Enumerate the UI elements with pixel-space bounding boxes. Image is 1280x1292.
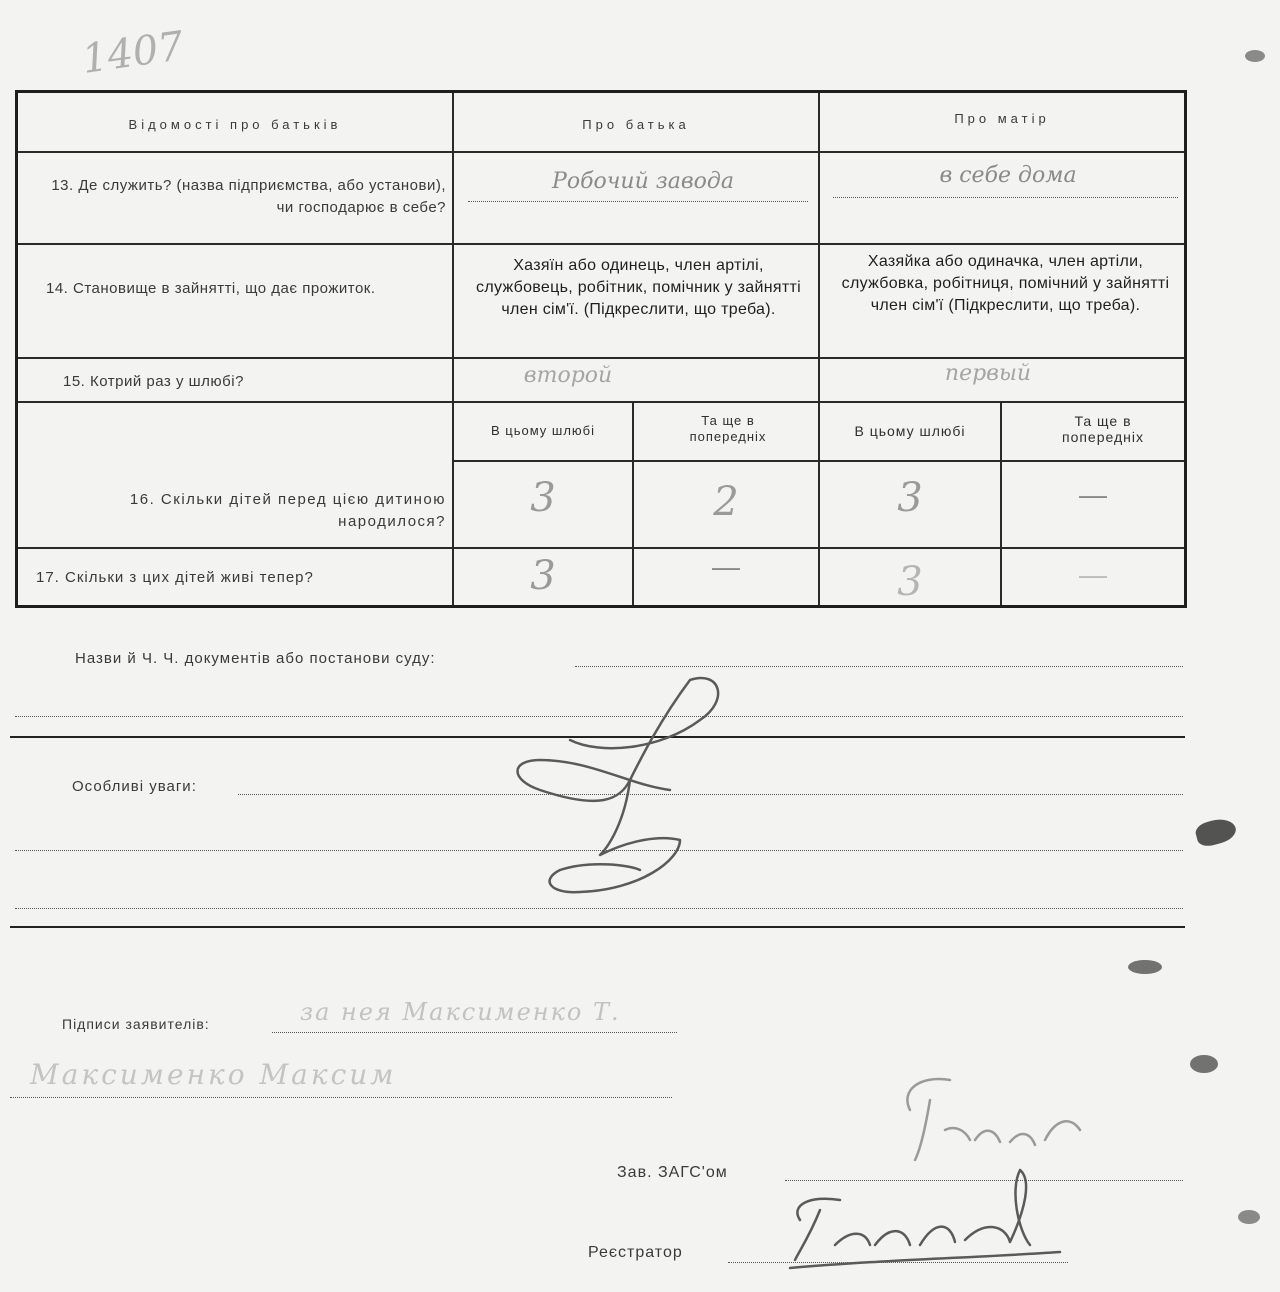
signature-line [10,1097,672,1098]
question-13: 13. Де служить? (назва підприємства, або установи), чи господарює в себе? [51,177,446,216]
mother-marriage-count: первый [944,361,1032,386]
q17-father-prev: — [712,551,740,582]
cancel-scribble [480,660,760,920]
header-info: Відомості про батьків [128,117,342,132]
subheader-father-this: В цьому шлюбі [490,423,596,438]
applicant-signature-1: за нея Максименко Т. [300,998,621,1026]
row-divider [18,357,1184,359]
row-divider [18,243,1184,245]
column-divider [818,93,820,605]
row-divider [454,460,1184,462]
paper-damage [1190,1055,1218,1073]
section-divider [10,926,1185,928]
paper-damage [1128,960,1162,974]
subheader-mother-this: В цьому шлюбі [854,423,966,439]
registrar-label: Реєстратор [588,1244,683,1261]
mother-workplace: в себе дома [939,163,1077,188]
q16-father-this: 3 [530,475,556,521]
q16-father-prev: 2 [713,479,739,525]
remarks-label: Особливі уваги: [72,778,197,795]
signatures-label: Підписи заявителів: [62,1016,210,1032]
paper-damage [1238,1210,1260,1224]
q16-mother-this: 3 [897,475,923,521]
q17-father-this: 3 [530,553,556,599]
row-divider [18,151,1184,153]
zags-head-label: Зав. ЗАГС'ом [617,1164,728,1181]
father-marriage-count: второй [523,363,613,388]
header-mother: Про матір [954,111,1050,126]
father-workplace: Робочий завода [552,169,734,194]
row-divider [18,547,1184,549]
header-father: Про батька [582,117,690,132]
row-divider [18,401,1184,403]
parents-info-table [15,90,1187,608]
subheader-mother-previous: Та ще в попередніх [1061,413,1144,445]
q17-mother-prev: — [1079,559,1107,590]
question-14: 14. Становище в зайнятті, що дає прожиток. [46,280,376,297]
q16-mother-prev: — [1079,479,1107,510]
column-divider [452,93,454,605]
paper-damage [1245,50,1265,62]
question-17: 17. Скільки з цих дітей живі тепер? [36,569,314,586]
archive-number: 1407 [79,23,187,83]
signature-line [272,1032,677,1033]
q17-mother-this: 3 [897,559,923,605]
father-employment-options: Хазяїн або одинець, член артілі, службовець, робітник, помічник у зайнятті член сім'ї. (Підкреслити, що треба). [476,257,801,318]
question-16: 16. Скільки дітей перед цією дитиною народилося? [129,491,446,530]
applicant-signature-2: Максименко Максим [30,1058,397,1091]
mother-employment-options: Хазяйка або одиначка, член артіли, службовка, робітниця, помічний у зайнятті член сім'ї (Підкреслити, що треба). [841,253,1170,314]
paper-damage [1194,815,1239,849]
subheader-father-previous: Та ще в попередніх [689,413,767,444]
registrar-signature [770,1150,1070,1280]
question-15: 15. Котрий раз у шлюбі? [63,373,244,390]
documents-label: Назви й Ч. Ч. документів або постанови суду: [75,650,436,667]
